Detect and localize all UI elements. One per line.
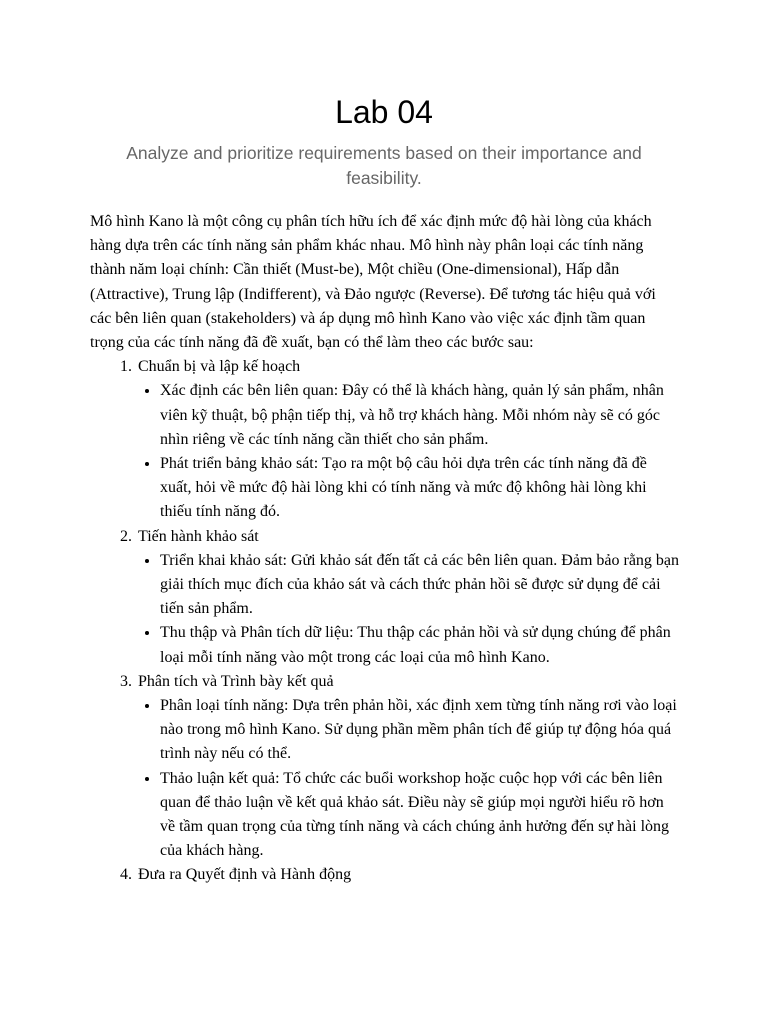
- step-label: Chuẩn bị và lập kế hoạch: [138, 358, 301, 376]
- document-body: [90, 210, 680, 888]
- step-item: [136, 863, 680, 887]
- page-title: Lab 04: [335, 94, 433, 130]
- step-item: [136, 525, 680, 670]
- page-subtitle: Analyze and prioritize requirements based on their importance and feasibility.: [126, 143, 642, 188]
- bullet-list: [138, 379, 680, 524]
- intro-paragraph: Mô hình Kano là một công cụ phân tích hữu ích để xác định mức độ hài lòng của khách hàng dựa trên các tính năng sản phẩm khác nhau. Mô hình này phân loại các tính năng thành năm loại chính: Cần thiết (Must-be), Một chiều (One-dimensional), Hấp dẫn (Attractive), Trung lập (Indifferent), và Đảo ngược (Reverse). Để tương tác hiệu quả với các bên liên quan (stakeholders) và áp dụng mô hình Kano vào việc xác định tầm quan trọng của các tính năng đã đề xuất, bạn có thể làm theo các bước sau:: [90, 213, 656, 352]
- bullet-item: • Triển khai khảo sát: Gửi khảo sát đến tất cả các bên liên quan. Đảm bảo rằng bạn giải thích mục đích của khảo sát và cách thức phản hồi sẽ được sử dụng để cải tiến sản phẩm.: [160, 549, 680, 622]
- bullet-item: • Thu thập và Phân tích dữ liệu: Thu thập các phản hồi và sử dụng chúng để phân loại mỗi tính năng vào một trong các loại của mô hình Kano.: [160, 621, 680, 669]
- bullet-item: • Phân loại tính năng: Dựa trên phản hồi, xác định xem từng tính năng rơi vào loại nào trong mô hình Kano. Sử dụng phần mềm phân tích để giúp tự động hóa quá trình này nếu có thể.: [160, 694, 680, 767]
- step-label: Đưa ra Quyết định và Hành động: [138, 866, 352, 884]
- steps-list: [90, 355, 680, 887]
- bullet-list: [138, 549, 680, 670]
- step-label: Phân tích và Trình bày kết quả: [138, 672, 334, 690]
- bullet-item: • Xác định các bên liên quan: Đây có thể là khách hàng, quản lý sản phẩm, nhân viên kỹ thuật, bộ phận tiếp thị, và hỗ trợ khách hàng. Mỗi nhóm này sẽ có góc nhìn riêng về các tính năng cần thiết cho sản phẩm.: [160, 379, 680, 452]
- bullet-item: • Thảo luận kết quả: Tổ chức các buổi workshop hoặc cuộc họp với các bên liên quan để thảo luận về kết quả khảo sát. Điều này sẽ giúp mọi người hiểu rõ hơn về tầm quan trọng của từng tính năng và cách chúng ảnh hưởng đến sự hài lòng của khách hàng.: [160, 767, 680, 864]
- step-item: [136, 355, 680, 524]
- bullet-item: • Phát triển bảng khảo sát: Tạo ra một bộ câu hỏi dựa trên các tính năng đã đề xuất, hỏi về mức độ hài lòng khi có tính năng và mức độ không hài lòng khi thiếu tính năng đó.: [160, 452, 680, 525]
- bullet-list: [138, 694, 680, 863]
- step-label: Tiến hành khảo sát: [138, 527, 259, 545]
- step-item: [136, 670, 680, 864]
